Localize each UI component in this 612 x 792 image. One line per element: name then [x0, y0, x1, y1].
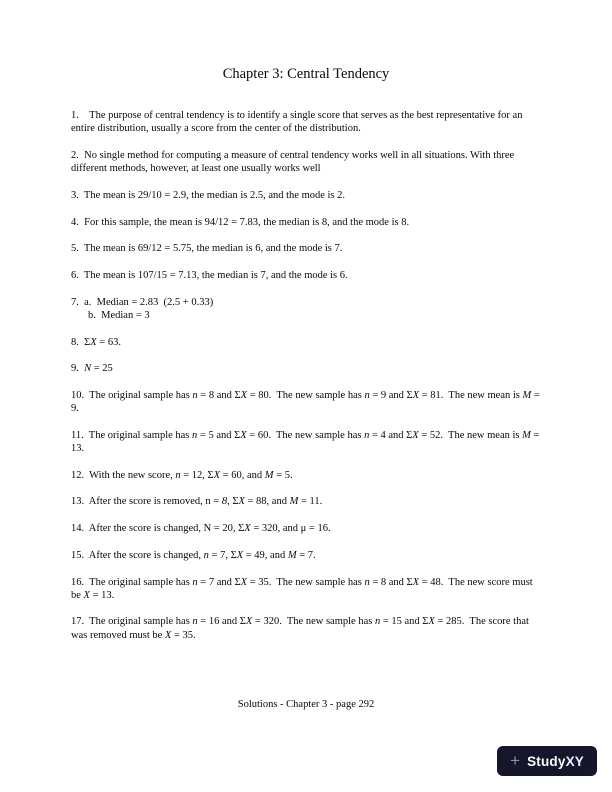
solution-item-5: [71, 242, 541, 255]
solution-line: 4. For this sample, the mean is 94/12 = 7.83, the median is 8, and the mode is 8.: [71, 216, 410, 228]
solution-line: 17. The original sample has n = 16 and ΣX = 320. The new sample has n = 15 and ΣX = 285. The score that was removed must be X = 35.: [71, 616, 532, 641]
solution-item-7: [71, 296, 541, 322]
solution-item-17: [71, 615, 541, 641]
solution-item-9: [71, 362, 541, 375]
solution-line: 2. No single method for computing a measure of central tendency works well in all situations. With three different methods, however, at least one usually works well: [71, 149, 517, 175]
solution-item-11: [71, 429, 541, 455]
brand-name: [527, 754, 584, 769]
solution-item-16: [71, 576, 541, 602]
solution-item-14: [71, 522, 541, 535]
plus-icon: +: [510, 750, 521, 770]
solution-item-15: [71, 549, 541, 562]
solution-item-1: [71, 109, 541, 135]
solution-line: 5. The mean is 69/12 = 5.75, the median is 6, and the mode is 7.: [71, 243, 343, 255]
brand-name-prefix: Study: [527, 753, 566, 769]
solution-line: 9. N = 25: [71, 363, 113, 375]
solution-item-3: [71, 189, 541, 202]
solution-item-8: [71, 336, 541, 349]
page-footer: Solutions - Chapter 3 - page 292: [237, 699, 375, 710]
solution-line: 11. The original sample has n = 5 and ΣX = 60. The new sample has n = 4 and ΣX = 52. The new mean is M = 13.: [71, 429, 543, 455]
solution-line: 10. The original sample has n = 8 and ΣX = 80. The new sample has n = 9 and ΣX = 81. The new mean is M = 9.: [71, 389, 543, 415]
solution-item-2: [71, 149, 541, 175]
solution-line: 13. After the score is removed, n = 8, ΣX = 88, and M = 11.: [71, 496, 323, 508]
solution-item-10: [71, 389, 541, 415]
solution-line: 7. a. Median = 2.83 (2.5 + 0.33): [71, 296, 214, 308]
solution-item-6: [71, 269, 541, 282]
solutions-list: [71, 109, 541, 642]
solution-line: 16. The original sample has n = 7 and ΣX = 35. The new sample has n = 8 and ΣX = 48. The new score must be X = 13.: [71, 576, 536, 601]
page-title: Chapter 3: Central Tendency: [222, 66, 390, 82]
solution-line: 14. After the score is changed, N = 20, ΣX = 320, and μ = 16.: [71, 523, 331, 535]
solution-line: 8. ΣX = 63.: [71, 336, 121, 348]
solution-item-4: [71, 216, 541, 229]
brand-name-suffix: XY: [565, 753, 584, 769]
solution-line: 6. The mean is 107/15 = 7.13, the median is 7, and the mode is 6.: [71, 269, 348, 281]
solution-line: 12. With the new score, n = 12, ΣX = 60, and M = 5.: [71, 469, 293, 481]
solution-item-12: [71, 469, 541, 482]
solution-item-13: [71, 495, 541, 508]
solution-line: 1. The purpose of central tendency is to identify a single score that serves as the best representative for an entire distribution, usually a score from the center of the distribution.: [71, 110, 526, 135]
studyxy-badge: [497, 746, 597, 776]
solution-line: 3. The mean is 29/10 = 2.9, the median is 2.5, and the mode is 2.: [71, 189, 346, 201]
solution-line: b. Median = 3: [88, 309, 150, 321]
solution-line: 15. After the score is changed, n = 7, ΣX = 49, and M = 7.: [71, 549, 316, 561]
